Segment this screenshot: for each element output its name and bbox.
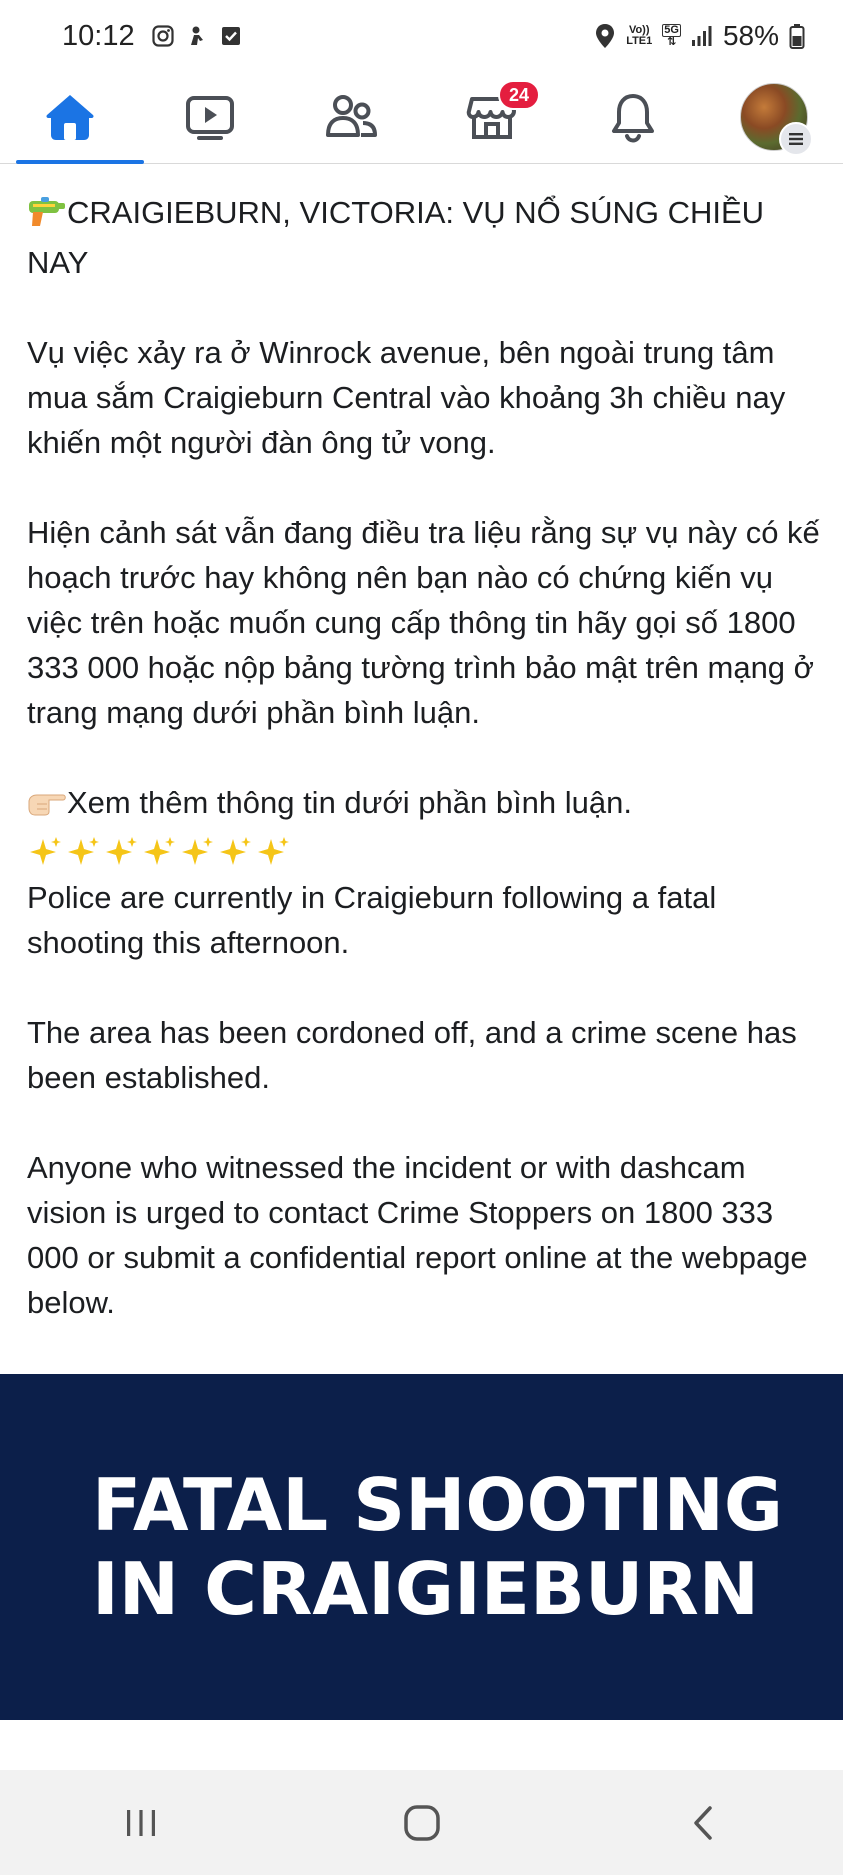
post-paragraph-vi-1: Vụ việc xảy ra ở Winrock avenue, bên ngoài trung tâm mua sắm Craigieburn Central vào khoảng 3h chiều nay khiến một người đàn ông tử vong. — [27, 335, 786, 460]
instagram-icon — [151, 24, 175, 48]
home-icon — [44, 91, 96, 143]
sparkles-icon — [141, 835, 177, 871]
tab-home[interactable] — [10, 72, 130, 162]
marketplace-badge: 24 — [498, 80, 540, 110]
battery-icon — [789, 23, 805, 49]
back-button[interactable] — [643, 1783, 763, 1863]
tab-marketplace[interactable] — [432, 72, 552, 162]
sparkles-icon — [179, 835, 215, 871]
tab-notifications[interactable] — [573, 72, 693, 162]
tab-watch[interactable] — [150, 72, 270, 162]
video-icon — [184, 91, 236, 143]
active-tab-indicator — [16, 160, 144, 164]
menu-icon — [779, 122, 813, 156]
pointing-hand-icon — [27, 785, 67, 830]
status-bar — [0, 0, 843, 72]
status-time: 10:12 — [62, 19, 135, 52]
post-paragraph-en-3: Anyone who witnessed the incident or with dashcam vision is urged to contact Crime Stoppers on 1800 333 000 or submit a confidential report online at the webpage below. — [27, 1150, 808, 1320]
post-title: CRAIGIEBURN, VICTORIA: VỤ NỔ SÚNG CHIỀU NAY — [27, 195, 765, 280]
volte-top: Vo)) — [628, 24, 650, 36]
post-paragraph-vi-2: Hiện cảnh sát vẫn đang điều tra liệu rằng sự vụ này có kế hoạch trước hay không nên bạn nào có chứng kiến vụ việc trên hoặc muốn cung cấp thông tin hãy gọi số 1800 333 000 hoặc nộp bảng tường trình bảo mật trên mạng ở trang mạng dưới phần bình luận. — [27, 515, 820, 730]
facebook-tab-bar — [0, 72, 843, 164]
banner-headline-2: IN CRAIGIEBURN — [92, 1547, 760, 1631]
network-type: 5G — [664, 24, 679, 36]
status-left — [62, 20, 243, 53]
post-image-banner[interactable] — [0, 1374, 843, 1720]
post-paragraph-en-1: Police are currently in Craigieburn following a fatal shooting this afternoon. — [27, 880, 717, 960]
system-navigation-bar — [0, 1770, 843, 1875]
home-circle-icon — [402, 1803, 442, 1843]
signal-icon — [691, 25, 713, 47]
sparkles-icon — [65, 835, 101, 871]
see-more-line — [27, 780, 827, 830]
network-indicator — [662, 24, 681, 48]
tab-menu[interactable] — [714, 72, 834, 162]
sparkles-icon — [217, 835, 253, 871]
water-pistol-icon — [27, 195, 67, 240]
friends-icon — [323, 91, 379, 143]
battery-percent: 58% — [722, 20, 779, 51]
volte-indicator — [626, 25, 652, 47]
post-body — [27, 190, 827, 1325]
sparkles-icon — [103, 835, 139, 871]
avatar[interactable] — [740, 83, 808, 151]
see-more-text: Xem thêm thông tin dưới phần bình luận. — [67, 785, 632, 820]
recent-apps-button[interactable] — [81, 1783, 201, 1863]
sparkles-icon — [27, 835, 63, 871]
checkbox-notification-icon — [219, 24, 243, 48]
recent-apps-icon — [124, 1807, 158, 1839]
app-notification-icon — [185, 24, 209, 48]
location-icon — [594, 23, 616, 49]
tab-friends[interactable] — [291, 72, 411, 162]
post-paragraph-en-2: The area has been cordoned off, and a crime scene has been established. — [27, 1015, 797, 1095]
back-chevron-icon — [688, 1803, 718, 1843]
data-arrows-icon: ⇅ — [667, 36, 677, 48]
sparkles-icon — [255, 835, 291, 871]
volte-bottom: LTE1 — [626, 35, 653, 47]
banner-headline-1: FATAL SHOOTING — [92, 1463, 784, 1547]
post-title-line — [27, 190, 827, 285]
bell-icon — [607, 91, 659, 143]
status-right — [594, 20, 805, 52]
home-button[interactable] — [362, 1783, 482, 1863]
sparkles-row — [27, 830, 827, 875]
